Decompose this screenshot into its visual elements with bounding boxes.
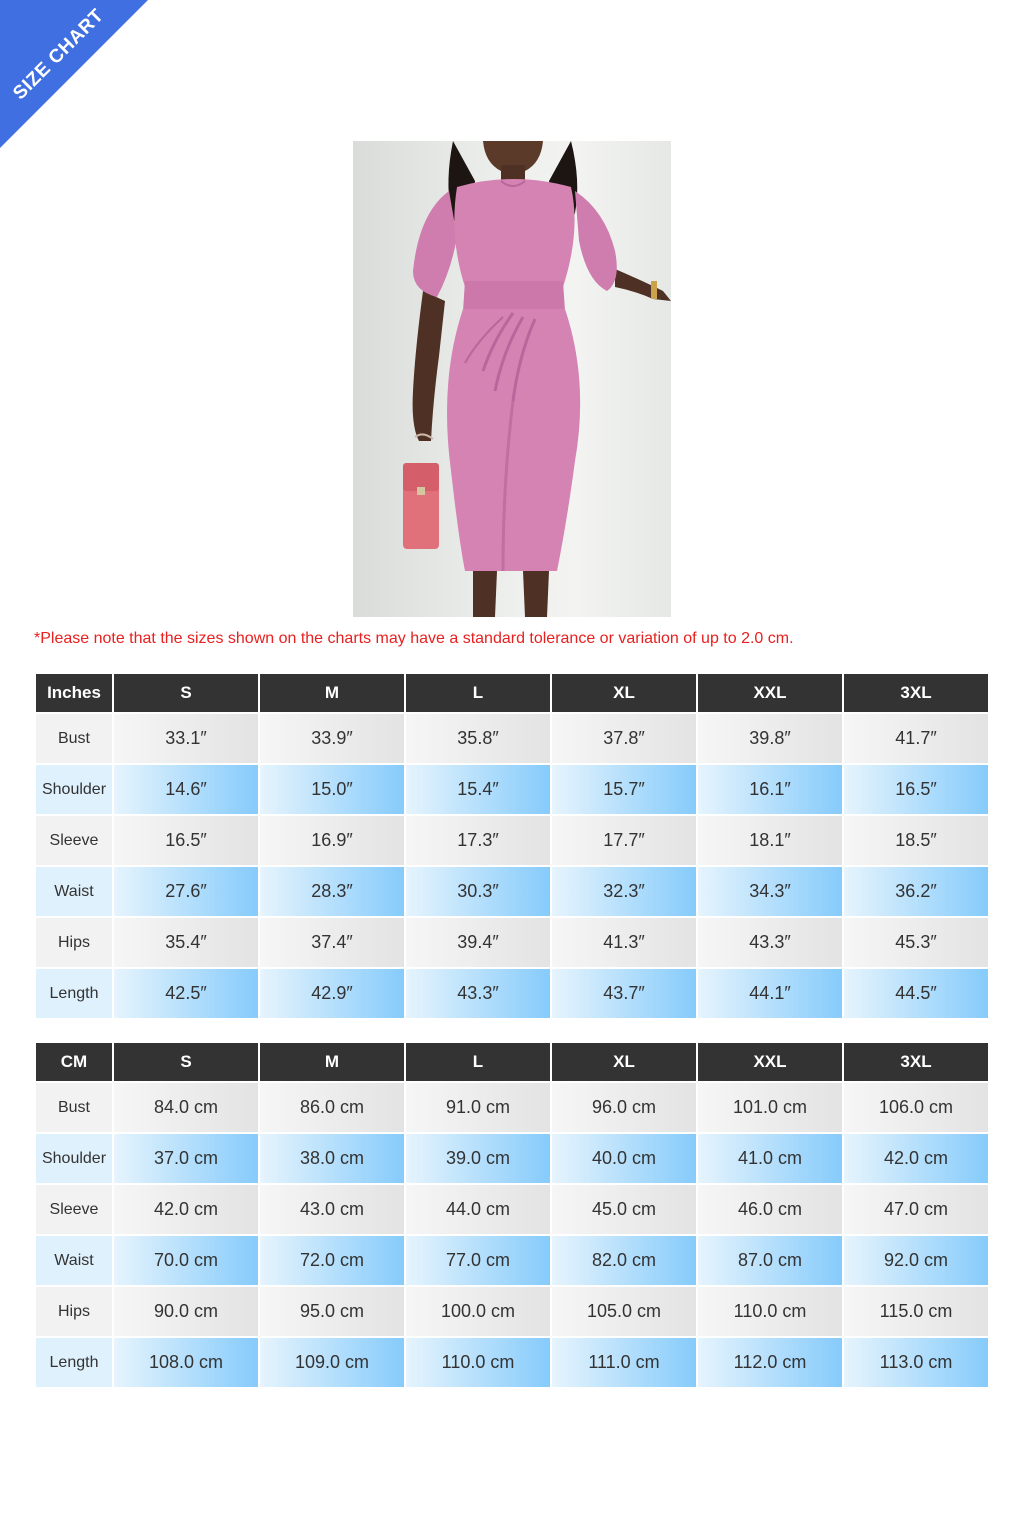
table-cell: 113.0 cm <box>844 1338 988 1387</box>
size-chart-badge <box>0 0 148 148</box>
table-cell: 42.9″ <box>260 969 404 1018</box>
inches-size-table <box>34 672 990 1020</box>
size-header: L <box>406 674 550 712</box>
table-cell: 37.0 cm <box>114 1134 258 1183</box>
table-cell: 106.0 cm <box>844 1083 988 1132</box>
badge-label: SIZE CHART <box>9 5 109 105</box>
table-row <box>36 1236 988 1285</box>
table-cell: 43.3″ <box>406 969 550 1018</box>
table-cell: 42.0 cm <box>114 1185 258 1234</box>
table-row <box>36 1083 988 1132</box>
table-cell: 27.6″ <box>114 867 258 916</box>
table-cell: 44.0 cm <box>406 1185 550 1234</box>
cm-header-row <box>36 1043 988 1081</box>
table-cell: 112.0 cm <box>698 1338 842 1387</box>
table-cell: 33.1″ <box>114 714 258 763</box>
table-row <box>36 714 988 763</box>
size-header: XL <box>552 1043 696 1081</box>
table-row <box>36 1338 988 1387</box>
size-header: XXL <box>698 674 842 712</box>
table-row <box>36 918 988 967</box>
table-cell: 37.4″ <box>260 918 404 967</box>
row-label: Sleeve <box>36 816 112 865</box>
table-cell: 82.0 cm <box>552 1236 696 1285</box>
row-label: Waist <box>36 867 112 916</box>
table-cell: 17.3″ <box>406 816 550 865</box>
table-row <box>36 867 988 916</box>
table-cell: 91.0 cm <box>406 1083 550 1132</box>
size-header: S <box>114 1043 258 1081</box>
table-cell: 40.0 cm <box>552 1134 696 1183</box>
table-cell: 72.0 cm <box>260 1236 404 1285</box>
table-cell: 43.3″ <box>698 918 842 967</box>
table-cell: 16.1″ <box>698 765 842 814</box>
table-cell: 39.8″ <box>698 714 842 763</box>
cm-size-table <box>34 1041 990 1389</box>
table-cell: 18.5″ <box>844 816 988 865</box>
product-photo <box>353 141 671 617</box>
table-cell: 46.0 cm <box>698 1185 842 1234</box>
tolerance-note: *Please note that the sizes shown on the charts may have a standard tolerance or variation of up to 2.0 cm. <box>34 630 794 647</box>
table-cell: 39.0 cm <box>406 1134 550 1183</box>
row-label: Shoulder <box>36 765 112 814</box>
badge-triangle <box>0 0 148 148</box>
table-row <box>36 816 988 865</box>
table-row <box>36 765 988 814</box>
table-cell: 16.9″ <box>260 816 404 865</box>
table-cell: 105.0 cm <box>552 1287 696 1336</box>
table-cell: 110.0 cm <box>698 1287 842 1336</box>
table-cell: 17.7″ <box>552 816 696 865</box>
row-label: Bust <box>36 1083 112 1132</box>
table-cell: 33.9″ <box>260 714 404 763</box>
table-cell: 41.7″ <box>844 714 988 763</box>
table-cell: 77.0 cm <box>406 1236 550 1285</box>
table-cell: 15.7″ <box>552 765 696 814</box>
table-cell: 37.8″ <box>552 714 696 763</box>
table-cell: 15.0″ <box>260 765 404 814</box>
table-cell: 36.2″ <box>844 867 988 916</box>
model-dress-illustration <box>353 141 671 617</box>
table-cell: 108.0 cm <box>114 1338 258 1387</box>
table-cell: 115.0 cm <box>844 1287 988 1336</box>
row-label: Hips <box>36 918 112 967</box>
table-cell: 35.8″ <box>406 714 550 763</box>
table-cell: 100.0 cm <box>406 1287 550 1336</box>
table-cell: 95.0 cm <box>260 1287 404 1336</box>
table-cell: 42.0 cm <box>844 1134 988 1183</box>
table-cell: 16.5″ <box>114 816 258 865</box>
size-header: XXL <box>698 1043 842 1081</box>
table-cell: 39.4″ <box>406 918 550 967</box>
table-cell: 110.0 cm <box>406 1338 550 1387</box>
table-cell: 41.0 cm <box>698 1134 842 1183</box>
inches-header-row <box>36 674 988 712</box>
table-cell: 15.4″ <box>406 765 550 814</box>
table-cell: 92.0 cm <box>844 1236 988 1285</box>
size-header: 3XL <box>844 674 988 712</box>
table-cell: 111.0 cm <box>552 1338 696 1387</box>
size-header: S <box>114 674 258 712</box>
table-cell: 18.1″ <box>698 816 842 865</box>
table-cell: 16.5″ <box>844 765 988 814</box>
row-label: Waist <box>36 1236 112 1285</box>
size-header: 3XL <box>844 1043 988 1081</box>
table-cell: 70.0 cm <box>114 1236 258 1285</box>
table-cell: 35.4″ <box>114 918 258 967</box>
table-cell: 109.0 cm <box>260 1338 404 1387</box>
table-cell: 86.0 cm <box>260 1083 404 1132</box>
table-cell: 34.3″ <box>698 867 842 916</box>
size-header: XL <box>552 674 696 712</box>
table-cell: 42.5″ <box>114 969 258 1018</box>
table-row <box>36 969 988 1018</box>
row-label: Bust <box>36 714 112 763</box>
table-cell: 41.3″ <box>552 918 696 967</box>
row-label: Length <box>36 969 112 1018</box>
table-cell: 43.7″ <box>552 969 696 1018</box>
size-header: M <box>260 674 404 712</box>
table-cell: 14.6″ <box>114 765 258 814</box>
table-cell: 90.0 cm <box>114 1287 258 1336</box>
size-header: M <box>260 1043 404 1081</box>
table-cell: 47.0 cm <box>844 1185 988 1234</box>
row-label: Hips <box>36 1287 112 1336</box>
table-cell: 45.0 cm <box>552 1185 696 1234</box>
table-cell: 44.5″ <box>844 969 988 1018</box>
row-label: Length <box>36 1338 112 1387</box>
table-cell: 28.3″ <box>260 867 404 916</box>
unit-header: CM <box>36 1043 112 1081</box>
table-cell: 38.0 cm <box>260 1134 404 1183</box>
unit-header: Inches <box>36 674 112 712</box>
table-cell: 87.0 cm <box>698 1236 842 1285</box>
table-cell: 45.3″ <box>844 918 988 967</box>
table-cell: 30.3″ <box>406 867 550 916</box>
table-cell: 101.0 cm <box>698 1083 842 1132</box>
table-cell: 96.0 cm <box>552 1083 696 1132</box>
table-cell: 32.3″ <box>552 867 696 916</box>
table-row <box>36 1134 988 1183</box>
table-cell: 84.0 cm <box>114 1083 258 1132</box>
table-cell: 43.0 cm <box>260 1185 404 1234</box>
row-label: Shoulder <box>36 1134 112 1183</box>
size-header: L <box>406 1043 550 1081</box>
table-cell: 44.1″ <box>698 969 842 1018</box>
row-label: Sleeve <box>36 1185 112 1234</box>
table-row <box>36 1287 988 1336</box>
table-row <box>36 1185 988 1234</box>
